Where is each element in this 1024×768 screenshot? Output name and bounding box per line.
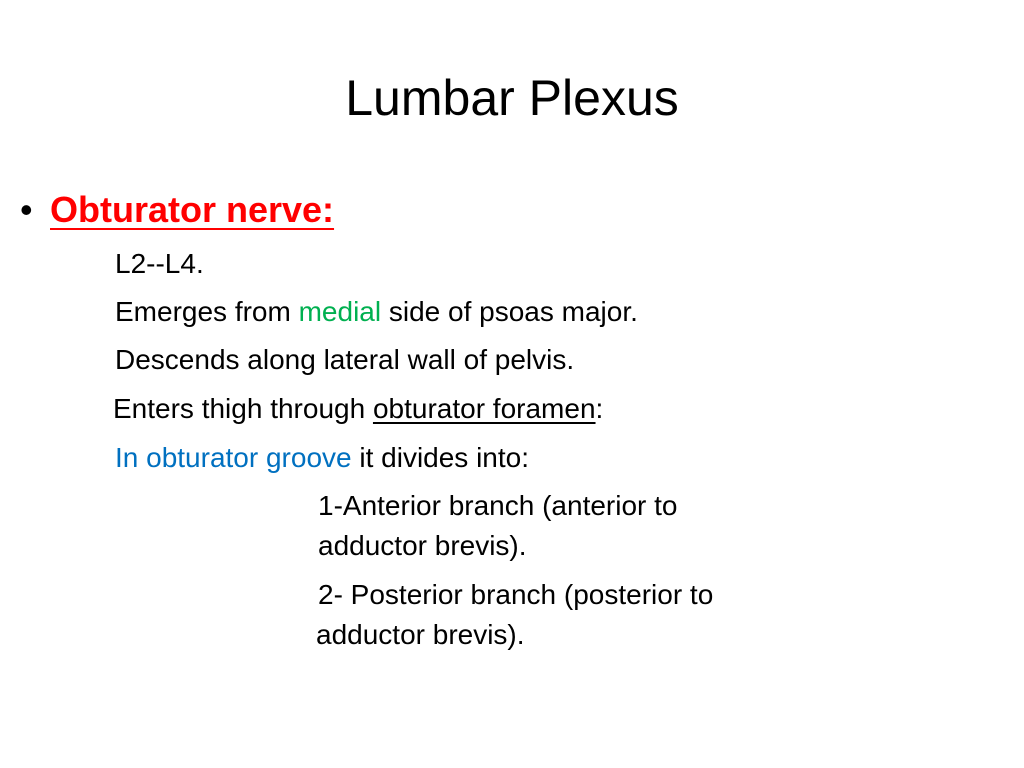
emerges-prefix: Emerges from	[115, 296, 299, 327]
medial-highlight: medial	[298, 296, 382, 327]
groove-suffix: it divides into:	[351, 442, 530, 473]
posterior-branch-line-2: adductor brevis).	[316, 619, 525, 650]
anterior-branch-line-2: adductor brevis).	[318, 530, 527, 561]
enters-suffix: :	[595, 393, 604, 424]
descends-line: Descends along lateral wall of pelvis.	[115, 344, 575, 375]
emerges-line	[115, 294, 638, 330]
enters-line	[113, 391, 603, 427]
emerges-suffix: side of psoas major.	[381, 296, 638, 327]
obturator-nerve-heading: Obturator nerve:	[50, 189, 335, 230]
enters-prefix: Enters thigh through	[113, 393, 373, 424]
bullet-heading-row	[20, 188, 334, 232]
roots-line: L2--L4.	[115, 248, 204, 279]
slide-title: Lumbar Plexus	[345, 70, 679, 126]
obturator-groove-highlight: In obturator groove	[115, 442, 352, 473]
groove-line	[115, 440, 529, 476]
posterior-branch-line-1: 2- Posterior branch (posterior to	[318, 579, 714, 610]
obturator-foramen-term: obturator foramen	[372, 393, 596, 424]
anterior-branch-line-1: 1-Anterior branch (anterior to	[318, 490, 678, 521]
bullet-icon: •	[20, 189, 33, 230]
